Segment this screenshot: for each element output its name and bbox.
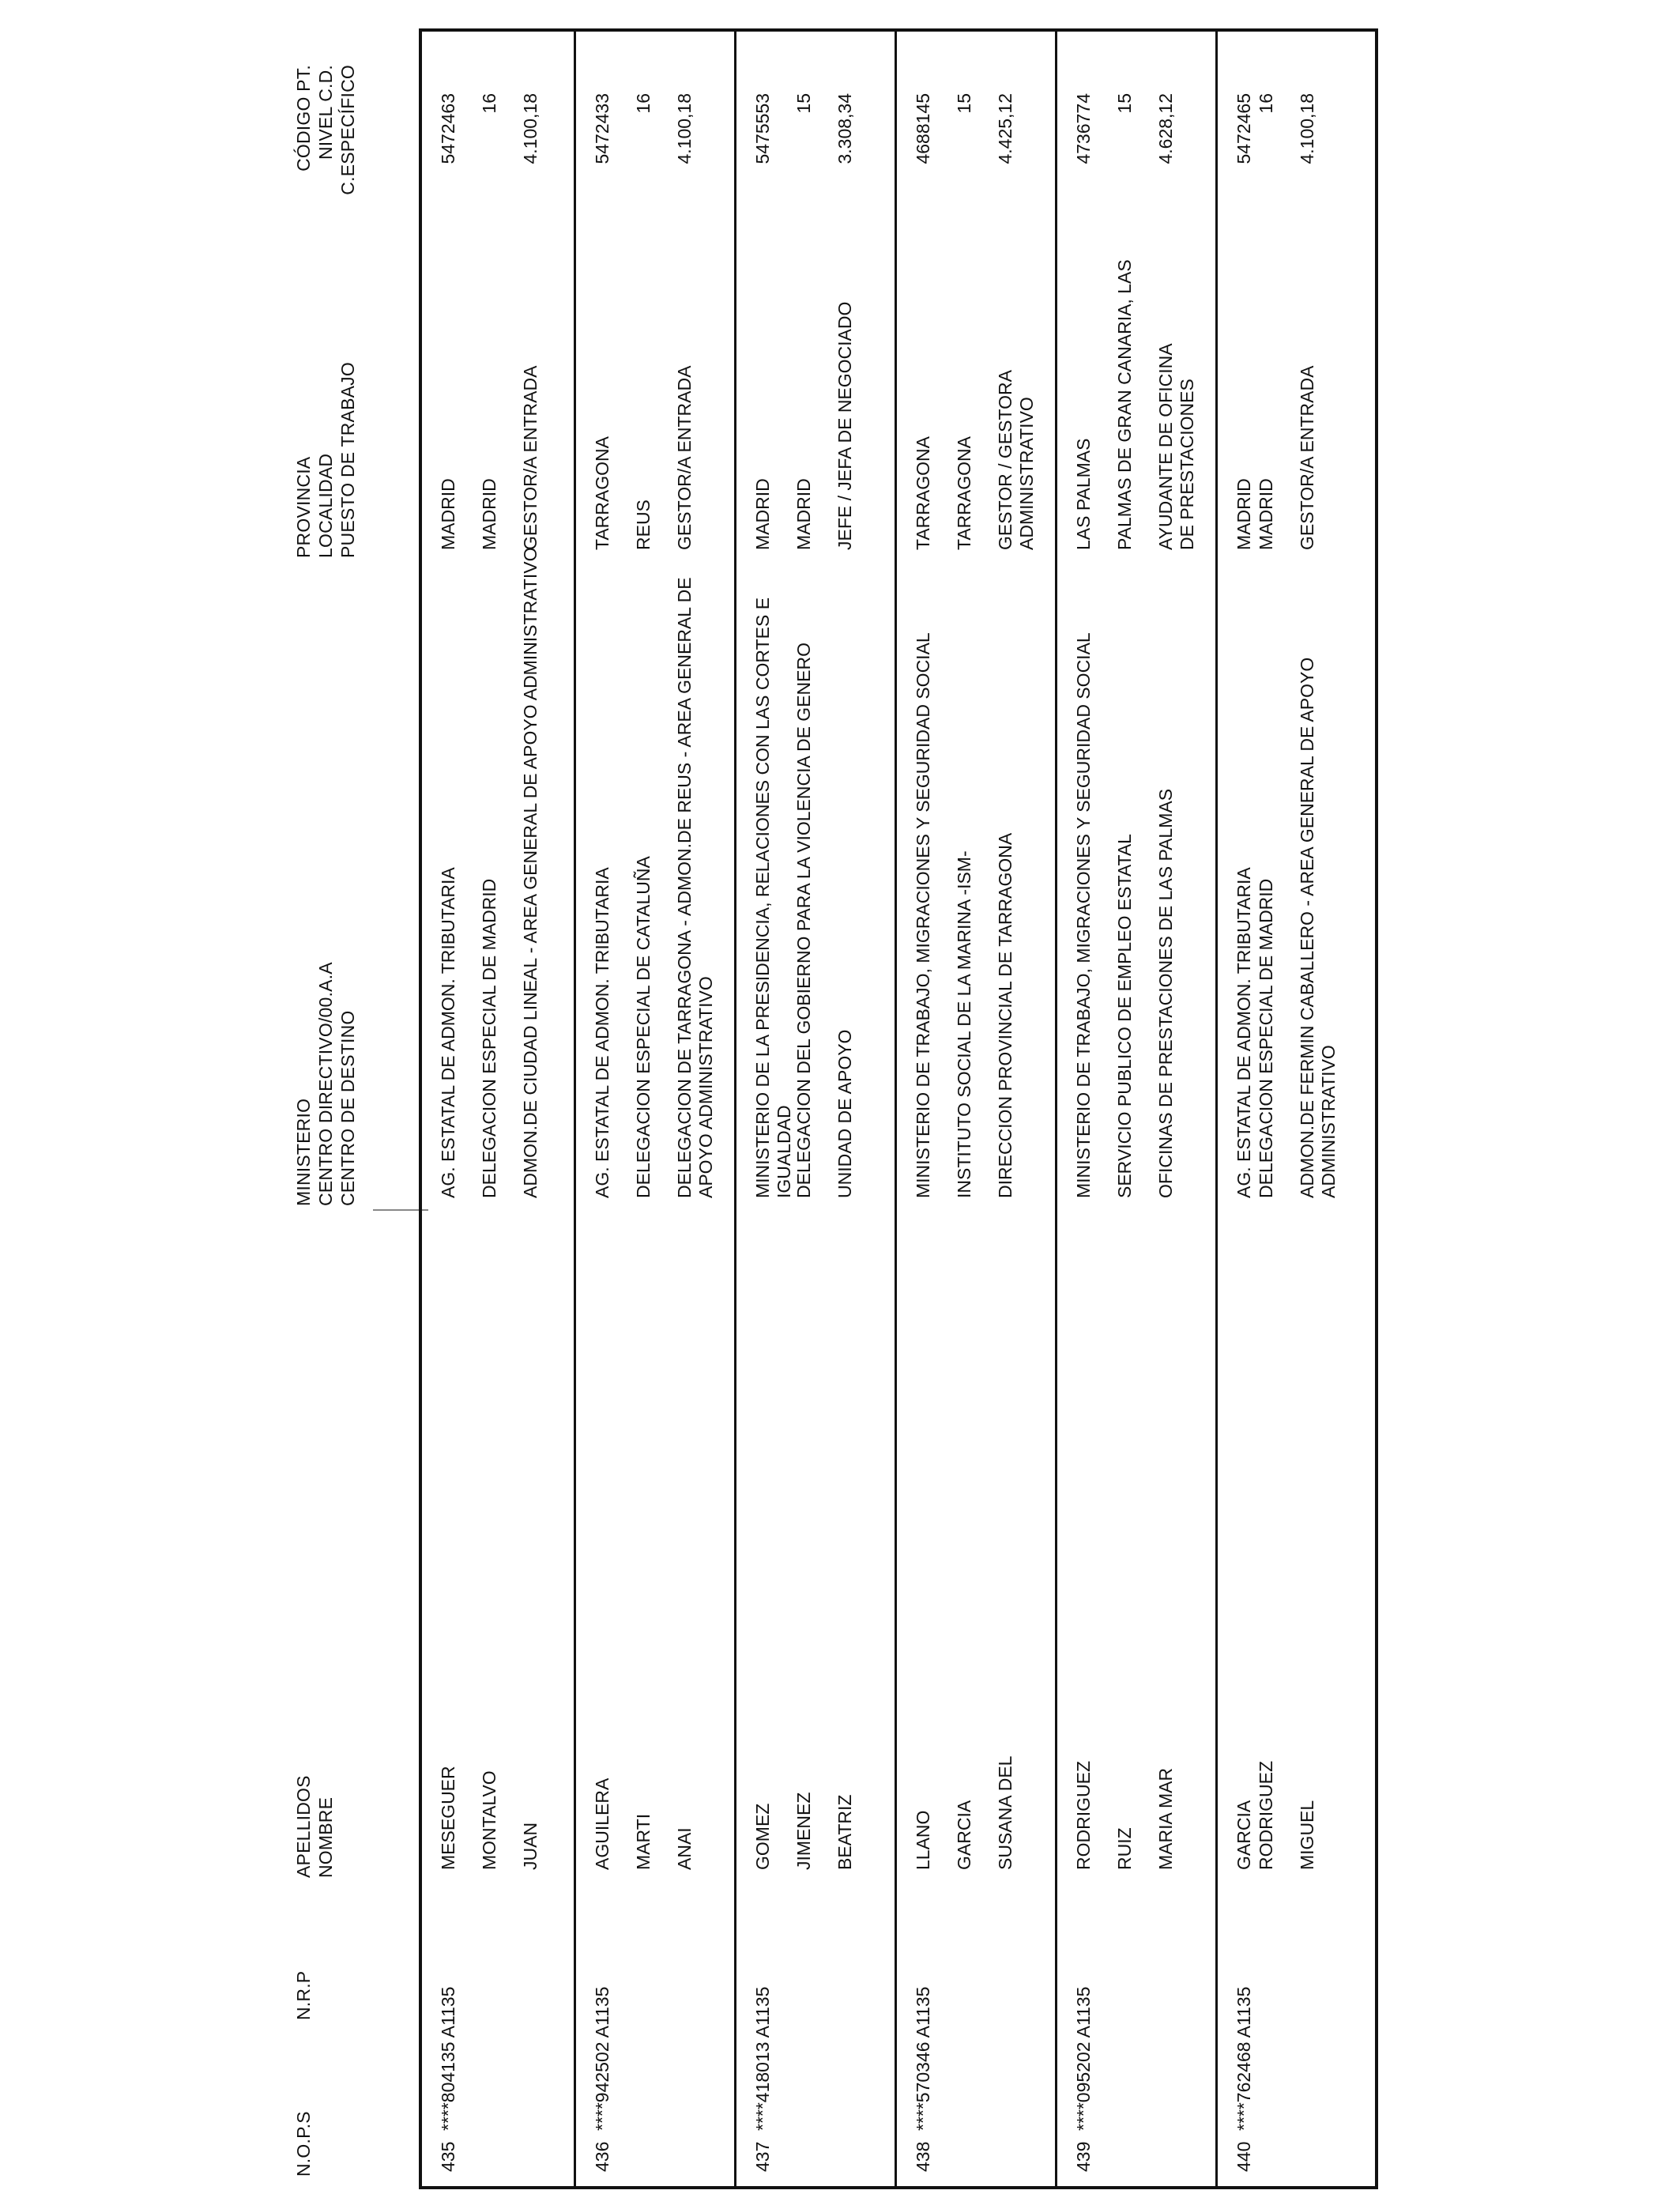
record-nrp: ****095202 A1135 bbox=[1073, 1986, 1094, 2131]
record-centro-destino: OFICINAS DE PRESTACIONES DE LAS PALMAS bbox=[1155, 788, 1176, 1198]
record-centro-destino: UNIDAD DE APOYO bbox=[834, 1029, 855, 1198]
record-nops: 440 bbox=[1234, 2141, 1254, 2172]
record-row bbox=[576, 32, 736, 2186]
record-nombre: JUAN bbox=[520, 1822, 541, 1870]
record-localidad: MADRID bbox=[793, 478, 814, 550]
record-nivel: 15 bbox=[1114, 93, 1135, 114]
header-provincia-localidad-puesto bbox=[292, 362, 359, 558]
record-nops: 435 bbox=[438, 2141, 458, 2172]
record-localidad: REUS bbox=[633, 499, 654, 550]
record-ministerio: MINISTERIO DE LA PRESIDENCIA, RELACIONES CON LAS CORTES E IGUALDAD bbox=[752, 597, 794, 1198]
record-puesto: AYUDANTE DE OFICINA DE PRESTACIONES bbox=[1155, 344, 1197, 550]
record-especifico: 4.425,12 bbox=[995, 93, 1015, 164]
record-centro-directivo: DELEGACION ESPECIAL DE MADRID bbox=[479, 878, 499, 1198]
record-provincia: TARRAGONA bbox=[913, 436, 933, 550]
header-localidad: LOCALIDAD bbox=[315, 453, 336, 558]
record-row bbox=[1218, 32, 1375, 2186]
record-apellido1: GOMEZ bbox=[752, 1803, 773, 1870]
record-apellido2: MONTALVO bbox=[479, 1770, 499, 1870]
header-codigo: CÓDIGO PT. bbox=[293, 65, 314, 172]
record-centro-directivo: DELEGACION DEL GOBIERNO PARA LA VIOLENCIA DE GENERO bbox=[793, 643, 814, 1198]
record-row bbox=[1057, 32, 1218, 2186]
record-apellido1: GARCIA bbox=[1234, 1800, 1254, 1870]
record-codigo: 5472465 bbox=[1234, 93, 1254, 164]
record-centro-destino: DELEGACION DE TARRAGONA - ADMON.DE REUS - AREA GENERAL DE APOYO ADMINISTRATIVO bbox=[674, 577, 716, 1198]
record-apellido2: MARTI bbox=[633, 1813, 654, 1870]
record-especifico: 4.100,18 bbox=[674, 93, 695, 164]
record-centro-destino: ADMON.DE CIUDAD LINEAL - AREA GENERAL DE APOYO ADMINISTRATIVO bbox=[520, 547, 541, 1198]
record-puesto: GESTOR/A ENTRADA bbox=[674, 365, 695, 550]
record-nops: 439 bbox=[1073, 2141, 1094, 2172]
record-codigo: 5475553 bbox=[752, 93, 773, 164]
record-provincia: MADRID bbox=[438, 478, 458, 550]
record-apellido1: AGUILERA bbox=[592, 1777, 612, 1870]
record-row bbox=[422, 32, 576, 2186]
record-apellido1: MESEGUER bbox=[438, 1766, 458, 1870]
record-nivel: 16 bbox=[633, 93, 654, 114]
record-nrp: ****804135 A1135 bbox=[438, 1986, 458, 2131]
header-apellidos: APELLIDOS bbox=[293, 1775, 314, 1878]
record-codigo: 4688145 bbox=[913, 93, 933, 164]
record-nombre: SUSANA DEL bbox=[995, 1755, 1015, 1870]
record-nops: 436 bbox=[592, 2141, 612, 2172]
record-puesto: JEFE / JEFA DE NEGOCIADO bbox=[834, 301, 855, 550]
record-provincia: MADRID bbox=[752, 478, 773, 550]
record-centro-directivo: DELEGACION ESPECIAL DE CATALUÑA bbox=[633, 856, 654, 1198]
header-ministerio-centros bbox=[292, 962, 359, 1206]
record-provincia: LAS PALMAS bbox=[1073, 438, 1094, 550]
record-nrp: ****762468 A1135 bbox=[1234, 1986, 1254, 2131]
record-localidad: MADRID bbox=[479, 478, 499, 550]
record-especifico: 3.308,34 bbox=[834, 93, 855, 164]
records-table bbox=[419, 28, 1378, 2189]
record-centro-directivo: INSTITUTO SOCIAL DE LA MARINA -ISM- bbox=[954, 850, 974, 1198]
record-nrp: ****570346 A1135 bbox=[913, 1986, 933, 2131]
record-puesto: GESTOR/A ENTRADA bbox=[520, 365, 541, 550]
header-nops: N.O.P.S bbox=[293, 2111, 314, 2177]
record-row bbox=[897, 32, 1057, 2186]
record-nombre: BEATRIZ bbox=[834, 1794, 855, 1870]
header-nrp: N.R.P bbox=[293, 1970, 314, 2020]
record-nivel: 16 bbox=[479, 93, 499, 114]
record-centro-destino: ADMON.DE FERMIN CABALLERO - AREA GENERAL DE APOYO ADMINISTRATIVO bbox=[1297, 657, 1339, 1198]
header-apellidos-nombre bbox=[292, 1775, 337, 1878]
record-localidad: MADRID bbox=[1256, 478, 1276, 550]
record-provincia: TARRAGONA bbox=[592, 436, 612, 550]
record-nivel: 15 bbox=[793, 93, 814, 114]
record-codigo: 4736774 bbox=[1073, 93, 1094, 164]
header-centro-directivo: CENTRO DIRECTIVO/00.A.A bbox=[315, 962, 336, 1206]
record-apellido2: RUIZ bbox=[1114, 1827, 1135, 1870]
record-ministerio: AG. ESTATAL DE ADMON. TRIBUTARIA bbox=[592, 867, 612, 1198]
record-nrp: ****418013 A1135 bbox=[752, 1986, 773, 2131]
record-ministerio: AG. ESTATAL DE ADMON. TRIBUTARIA bbox=[438, 867, 458, 1198]
record-nops: 438 bbox=[913, 2141, 933, 2172]
header-nombre: NOMBRE bbox=[315, 1796, 336, 1878]
record-especifico: 4.100,18 bbox=[520, 93, 541, 164]
record-nrp: ****942502 A1135 bbox=[592, 1986, 612, 2131]
record-codigo: 5472433 bbox=[592, 93, 612, 164]
header-especifico: C.ESPECÍFICO bbox=[337, 65, 358, 195]
record-nombre: MARIA MAR bbox=[1155, 1767, 1176, 1870]
record-provincia: MADRID bbox=[1234, 478, 1254, 550]
record-apellido2: JIMENEZ bbox=[793, 1792, 814, 1870]
record-apellido2: RODRIGUEZ bbox=[1256, 1761, 1276, 1870]
record-nombre: ANAI bbox=[674, 1827, 695, 1870]
record-localidad: PALMAS DE GRAN CANARIA, LAS bbox=[1114, 259, 1135, 550]
record-ministerio: MINISTERIO DE TRABAJO, MIGRACIONES Y SEGURIDAD SOCIAL bbox=[1073, 632, 1094, 1198]
record-centro-directivo: DELEGACION ESPECIAL DE MADRID bbox=[1256, 878, 1276, 1198]
header-nivel: NIVEL C.D. bbox=[315, 65, 336, 160]
record-apellido1: RODRIGUEZ bbox=[1073, 1761, 1094, 1870]
record-nombre: MIGUEL bbox=[1297, 1800, 1317, 1870]
record-row bbox=[736, 32, 897, 2186]
record-nops: 437 bbox=[752, 2141, 773, 2172]
record-localidad: TARRAGONA bbox=[954, 436, 974, 550]
record-especifico: 4.100,18 bbox=[1297, 93, 1317, 164]
record-centro-directivo: SERVICIO PUBLICO DE EMPLEO ESTATAL bbox=[1114, 834, 1135, 1198]
header-puesto: PUESTO DE TRABAJO bbox=[337, 362, 358, 558]
header-provincia: PROVINCIA bbox=[293, 456, 314, 558]
record-codigo: 5472463 bbox=[438, 93, 458, 164]
record-centro-destino: DIRECCION PROVINCIAL DE TARRAGONA bbox=[995, 832, 1015, 1198]
record-apellido2: GARCIA bbox=[954, 1800, 974, 1870]
header-codigo-nivel-especifico bbox=[292, 65, 359, 195]
record-puesto: GESTOR / GESTORA ADMINISTRATIVO bbox=[995, 371, 1037, 550]
header-centro-destino: CENTRO DE DESTINO bbox=[337, 1010, 358, 1206]
record-ministerio: AG. ESTATAL DE ADMON. TRIBUTARIA bbox=[1234, 867, 1254, 1198]
record-puesto: GESTOR/A ENTRADA bbox=[1297, 365, 1317, 550]
record-nivel: 15 bbox=[954, 93, 974, 114]
record-nivel: 16 bbox=[1256, 93, 1276, 114]
record-ministerio: MINISTERIO DE TRABAJO, MIGRACIONES Y SEGURIDAD SOCIAL bbox=[913, 632, 933, 1198]
header-ministerio: MINISTERIO bbox=[293, 1098, 314, 1206]
table-header bbox=[292, 0, 371, 2194]
record-especifico: 4.628,12 bbox=[1155, 93, 1176, 164]
record-apellido1: LLANO bbox=[913, 1810, 933, 1870]
